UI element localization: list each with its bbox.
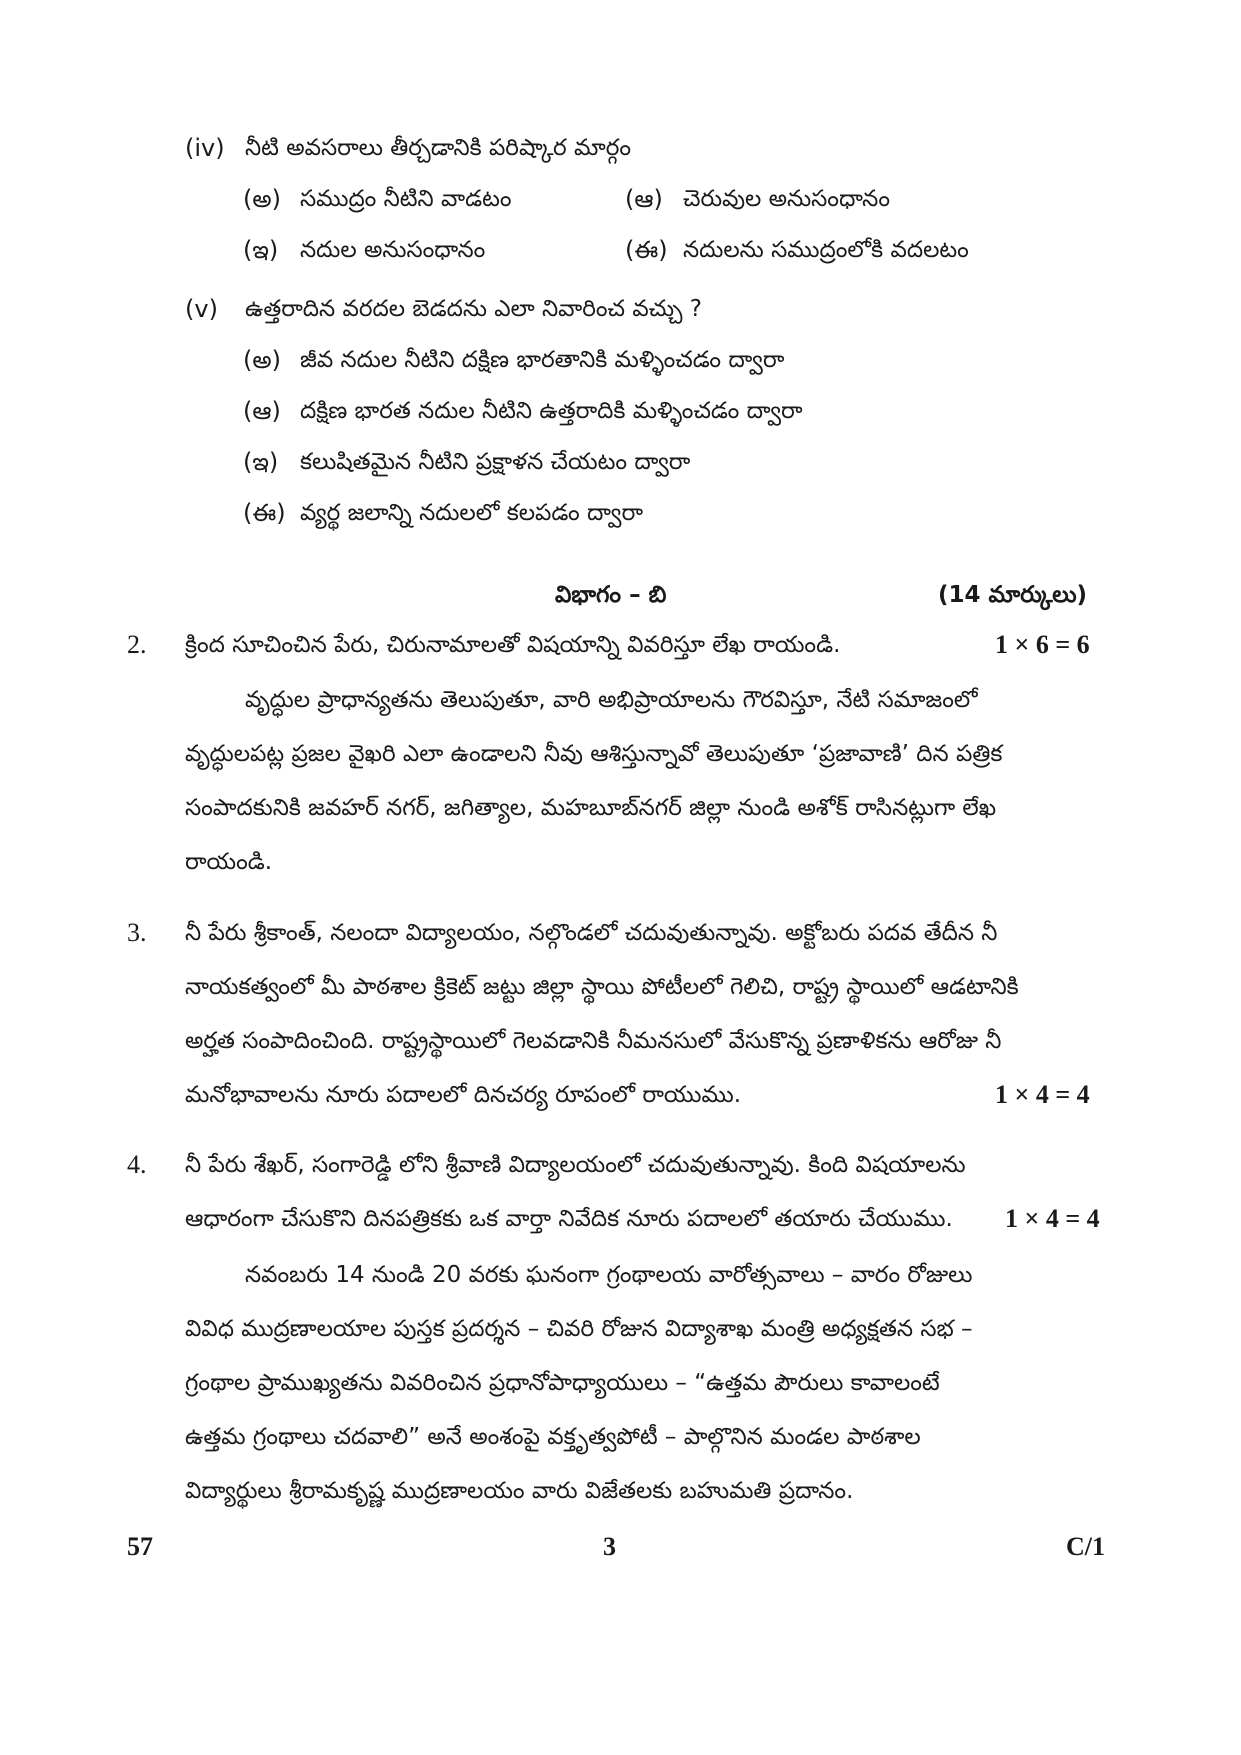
q-iv-option-b-label: (ఆ) — [625, 185, 663, 213]
q2-marks: 1 × 6 = 6 — [995, 630, 1090, 659]
q3-line-3: అర్హత సంపాదించింది. రాష్ట్రస్థాయిలో గెలవడానికి నీమనసులో వేసుకొన్న ప్రణాళికను ఆరోజు నీ — [185, 1028, 1002, 1054]
q-iv-option-c-label: (ఇ) — [243, 236, 279, 264]
q3-marks: 1 × 4 = 4 — [995, 1080, 1090, 1109]
q-iv-option-b-text: చెరువుల అనుసంధానం — [683, 186, 890, 212]
q-v-option-b-text: దక్షిణ భారత నదుల నీటిని ఉత్తరాదికి మళ్ళించడం ద్వారా — [300, 398, 803, 424]
q-v-option-a-label: (అ) — [243, 346, 281, 374]
q4-marks: 1 × 4 = 4 — [1005, 1204, 1100, 1233]
q2-stem: క్రింద సూచించిన పేరు, చిరునామాలతో విషయాన్ని వివరిస్తూ లేఖ రాయండి. — [185, 632, 841, 658]
q3-line-4: మనోభావాలను నూరు పదాలలో దినచర్య రూపంలో రాయుము. — [185, 1082, 742, 1108]
q2-body-line-3: సంపాదకునికి జవహర్ నగర్, జగిత్యాల, మహబూబ్‌నగర్ జిల్లా నుండి అశోక్ రాసినట్లుగా లేఖ — [185, 795, 997, 821]
q-v-stem: ఉత్తరాదిన వరదల బెడదను ఎలా నివారించ వచ్చు ? — [245, 296, 702, 322]
q4-line-1: నీ పేరు శేఖర్, సంగారెడ్డి లోని శ్రీవాణి విద్యాలయంలో చదువుతున్నావు. కింది విషయాలను — [185, 1152, 966, 1178]
q2-body-line-1: వృద్ధుల ప్రాధాన్యతను తెలుపుతూ, వారి అభిప్రాయాలను గౌరవిస్తూ, నేటి సమాజంలో — [245, 687, 978, 713]
section-b-title: విభాగం – బి — [555, 582, 667, 608]
q4-body-line-2: వివిధ ముద్రణాలయాల పుస్తక ప్రదర్శన – చివరి రోజున విద్యాశాఖ మంత్రి అధ్యక్షతన సభ – — [185, 1316, 973, 1342]
q-iv-option-d-text: నదులను సముద్రంలోకి వదలటం — [683, 237, 969, 263]
page-number: 3 — [603, 1532, 616, 1561]
q3-number: 3. — [127, 918, 147, 947]
q-v-option-c-label: (ఇ) — [243, 448, 279, 476]
q-iv-option-c-text: నదుల అనుసంధానం — [300, 237, 486, 263]
footer-code: 57 — [127, 1532, 153, 1561]
q4-body-line-4: ఉత్తమ గ్రంథాలు చదవాలి” అనే అంశంపై వక్తృత్వపోటీ – పాల్గొనిన మండల పాఠశాల — [185, 1424, 921, 1450]
q4-line-2: ఆధారంగా చేసుకొని దినపత్రికకు ఒక వార్తా నివేదిక నూరు పదాలలో తయారు చేయుము. — [185, 1206, 953, 1232]
q2-number: 2. — [127, 630, 147, 659]
q-v-option-a-text: జీవ నదుల నీటిని దక్షిణ భారతానికి మళ్ళించడం ద్వారా — [300, 347, 785, 373]
q3-line-2: నాయకత్వంలో మీ పాఠశాల క్రికెట్ జట్టు జిల్లా స్థాయి పోటీలలో గెలిచి, రాష్ట్ర స్థాయిలో ఆడటానికి — [185, 974, 1019, 1000]
q4-body-line-3: గ్రంథాల ప్రాముఖ్యతను వివరించిన ప్రధానోపాధ్యాయులు – “ఉత్తమ పౌరులు కావాలంటే — [185, 1370, 940, 1396]
q-v-option-d-label: (ఈ) — [243, 499, 286, 527]
section-b-marks: (14 మార్కులు) — [938, 582, 1088, 608]
q-iv-option-a-label: (అ) — [243, 185, 281, 213]
q4-body-line-1: నవంబరు 14 నుండి 20 వరకు ఘనంగా గ్రంథాలయ వారోత్సవాలు – వారం రోజులు — [245, 1262, 973, 1288]
q2-body-line-2: వృద్ధులపట్ల ప్రజల వైఖరి ఎలా ఉండాలని నీవు ఆశిస్తున్నావో తెలుపుతూ ‘ప్రజావాణి’ దిన పత్రిక — [185, 741, 1003, 767]
q-iv-option-a-text: సముద్రం నీటిని వాడటం — [300, 186, 512, 212]
q-iv-stem: నీటి అవసరాలు తీర్చడానికి పరిష్కార మార్గం — [245, 135, 632, 161]
q-v-option-d-text: వ్యర్థ జలాన్ని నదులలో కలపడం ద్వారా — [300, 500, 644, 526]
q4-number: 4. — [127, 1150, 147, 1179]
q-v-number: (v) — [185, 295, 218, 323]
q-v-option-c-text: కలుషితమైన నీటిని ప్రక్షాళన చేయటం ద్వారా — [300, 449, 691, 475]
footer-series: C/1 — [1066, 1532, 1105, 1561]
q4-body-line-5: విద్యార్థులు శ్రీరామకృష్ణ ముద్రణాలయం వారు విజేతలకు బహుమతి ప్రదానం. — [185, 1478, 854, 1504]
q-iv-number: (iv) — [185, 134, 225, 162]
q-iv-option-d-label: (ఈ) — [625, 236, 668, 264]
q2-body-line-4: రాయండి. — [185, 849, 273, 875]
q3-line-1: నీ పేరు శ్రీకాంత్, నలందా విద్యాలయం, నల్గొండలో చదువుతున్నావు. అక్టోబరు పదవ తేదీన నీ — [185, 920, 998, 946]
q-v-option-b-label: (ఆ) — [243, 397, 281, 425]
